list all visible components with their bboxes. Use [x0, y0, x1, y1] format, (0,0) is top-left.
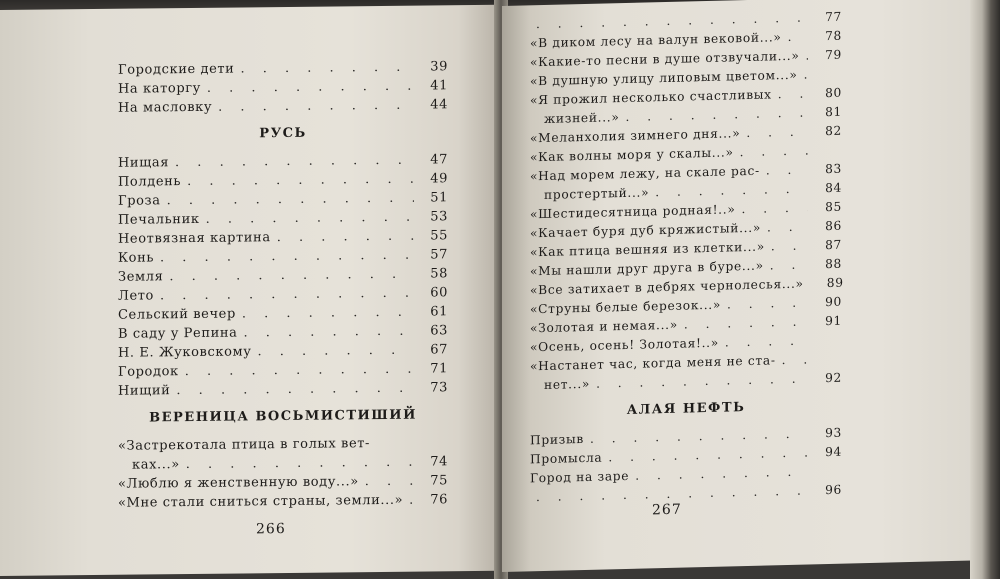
dot-leader [243, 322, 414, 343]
toc-entry-page: 71 [430, 361, 448, 377]
toc-entry-page [812, 344, 842, 345]
toc-entry-title: На каторгу [118, 80, 201, 97]
dot-leader [187, 170, 414, 191]
toc-entry-page: 76 [430, 492, 448, 508]
dot-leader [804, 66, 808, 85]
dot-leader [740, 142, 808, 163]
toc-entry-title: «Люблю я женственную воду...» [118, 474, 359, 492]
dot-leader [175, 151, 414, 173]
toc-entry-page: 82 [825, 123, 842, 139]
section-title-alaya-neft: АЛАЯ НЕФТЬ [626, 400, 746, 418]
toc-entry-page: 83 [825, 161, 842, 177]
toc-entry-page: 39 [430, 59, 448, 75]
toc-entry-page: 73 [430, 380, 448, 396]
toc-entry-title: ках...» [132, 457, 180, 473]
toc-entry-title: Неотвязная картина [118, 230, 271, 247]
section-title-verenitsa: ВЕРЕНИЦА ВОСЬМИСТИШИЙ [149, 407, 417, 426]
toc-entry-page: 51 [430, 190, 448, 206]
toc-entry-title: «Мне стали сниться страны, земли...» [118, 492, 404, 511]
toc-entry-title: «Меланхолия зимнего дня...» [530, 126, 741, 146]
dot-leader [788, 28, 808, 47]
toc-entry-title: Сельский вечер [118, 306, 236, 323]
toc-entry-title: нет...» [544, 376, 591, 392]
dot-leader [277, 227, 414, 247]
toc-entry-page: 89 [826, 275, 844, 291]
toc-entry-page: 77 [825, 9, 842, 25]
toc-entry-page: 60 [430, 285, 448, 301]
dot-leader [186, 453, 414, 474]
toc-entry-page: 74 [430, 454, 448, 470]
section-title-rus: РУСЬ [259, 125, 307, 142]
toc-entry-page: 87 [825, 237, 842, 253]
dot-leader [806, 47, 808, 66]
toc-entry-title: Гроза [118, 193, 161, 209]
dot-leader [746, 123, 808, 144]
toc-entry-page: 78 [825, 28, 842, 44]
dot-leader [176, 379, 414, 400]
book-edge [970, 0, 1000, 579]
toc-entry-page: 61 [430, 304, 448, 320]
toc-entry-page: 63 [430, 323, 448, 339]
toc-entry-title: «Мы нашли друг друга в буре...» [530, 258, 764, 279]
toc-entry-title: Печальник [118, 211, 200, 228]
toc-entry-page: 41 [430, 78, 448, 94]
toc-entry-title: «Над морем лежу, на скале рас- [530, 163, 760, 184]
dot-leader [206, 208, 414, 229]
toc-entry-title: Полдень [118, 174, 182, 190]
toc-entry-title: «В диком лесу на валун вековой...» [530, 30, 782, 51]
toc-entry-page: 91 [825, 313, 842, 329]
left-toc [118, 57, 448, 512]
toc-entry-title: жизней...» [544, 110, 620, 126]
dot-leader [742, 199, 809, 220]
toc-entry-page [812, 154, 842, 155]
toc-entry [118, 95, 448, 117]
toc-entry-title: Н. Е. Жуковскому [118, 344, 252, 361]
toc-entry-page: 85 [825, 199, 842, 215]
toc-entry-title: Городок [118, 364, 179, 380]
toc-entry-page: 93 [825, 425, 842, 441]
dot-leader [766, 161, 808, 181]
toc-entry-page [812, 78, 842, 79]
toc-entry-page: 81 [825, 104, 842, 120]
toc-entry-page: 57 [430, 247, 448, 263]
toc-entry-title: Нищий [118, 383, 171, 399]
dot-leader [242, 303, 414, 324]
toc-entry-title: Промысла [530, 450, 603, 467]
toc-entry-title: «Настанет час, когда меня не ста- [530, 353, 776, 374]
toc-entry-page: 96 [825, 482, 842, 498]
dot-leader [167, 189, 414, 211]
toc-entry-page: 55 [430, 228, 448, 244]
toc-entry [118, 490, 448, 512]
dot-leader [771, 237, 808, 257]
toc-entry-page: 90 [825, 294, 842, 310]
page-number-right: 267 [652, 501, 682, 519]
toc-entry-page: 49 [430, 171, 448, 187]
toc-entry-title: Городские дети [118, 61, 235, 78]
toc-entry-title: «Качает буря дуб кряжистый...» [530, 220, 761, 241]
toc-entry-page: 53 [430, 209, 448, 225]
dot-leader [218, 96, 414, 117]
dot-leader [207, 77, 414, 98]
toc-entry-title: «Застрекотала птица в голых вет- [118, 436, 371, 454]
toc-entry-page: 58 [430, 266, 448, 282]
toc-entry-page: 79 [825, 47, 842, 63]
toc-entry-page: 75 [430, 473, 448, 489]
toc-entry-title: «Как волны моря у скалы...» [530, 145, 734, 165]
toc-entry-page [812, 363, 842, 364]
toc-entry-page: 88 [825, 256, 842, 272]
right-page [502, 0, 972, 572]
dot-leader [727, 294, 808, 315]
toc-entry-page: 44 [430, 97, 448, 113]
dot-leader [778, 85, 808, 105]
toc-entry-title: «В душную улицу липовым цветом...» [530, 67, 798, 89]
toc-entry-title: На масловку [118, 99, 213, 116]
dot-leader [409, 491, 414, 510]
dot-leader [770, 256, 808, 276]
toc-entry-title: «Золотая и немая...» [530, 317, 678, 336]
toc-entry-title: «Как птица вешняя из клетки...» [530, 239, 765, 260]
dot-leader [365, 472, 414, 492]
toc-entry-title: Конь [118, 250, 155, 266]
toc-entry-title: Нищая [118, 155, 170, 171]
toc-entry-title: «Шестидесятница родная!..» [530, 202, 736, 222]
toc-entry-title: Лето [118, 288, 154, 304]
dot-leader [169, 265, 414, 287]
toc-entry-title: «Я прожил несколько счастливых [530, 87, 772, 108]
dot-leader [257, 341, 414, 362]
toc-entry-page [812, 475, 842, 476]
toc-entry-page: 94 [825, 444, 842, 460]
toc-entry-page: 47 [430, 152, 448, 168]
dot-leader [782, 351, 808, 371]
toc-entry-title: Город на заре [530, 468, 630, 486]
page-number-left: 266 [256, 521, 286, 538]
dot-leader [185, 360, 414, 381]
toc-entry-title: «Осень, осень! Золотая!..» [530, 335, 719, 355]
toc-entry-title: «Все затихает в дебрях чернолесья...» [530, 276, 804, 298]
dot-leader [725, 332, 808, 353]
dot-leader [240, 58, 414, 79]
toc-entry-title: «Какие-то песни в душе отзвучали...» [530, 48, 800, 70]
toc-entry-page: 86 [825, 218, 842, 234]
toc-entry-page: 92 [825, 370, 842, 386]
left-page [0, 5, 498, 576]
toc-entry-page: 67 [430, 342, 448, 358]
toc-entry-title: простертый...» [544, 185, 650, 202]
toc-entry-page: 84 [825, 180, 842, 196]
toc-entry-page: 80 [825, 85, 842, 101]
toc-entry-title: В саду у Репина [118, 325, 238, 342]
right-toc [530, 8, 842, 508]
toc-entry-title: Призыв [530, 431, 584, 448]
dot-leader [767, 218, 808, 238]
toc-entry-title: Земля [118, 269, 164, 285]
toc-entry-title: «Струны белые березок...» [530, 297, 722, 317]
